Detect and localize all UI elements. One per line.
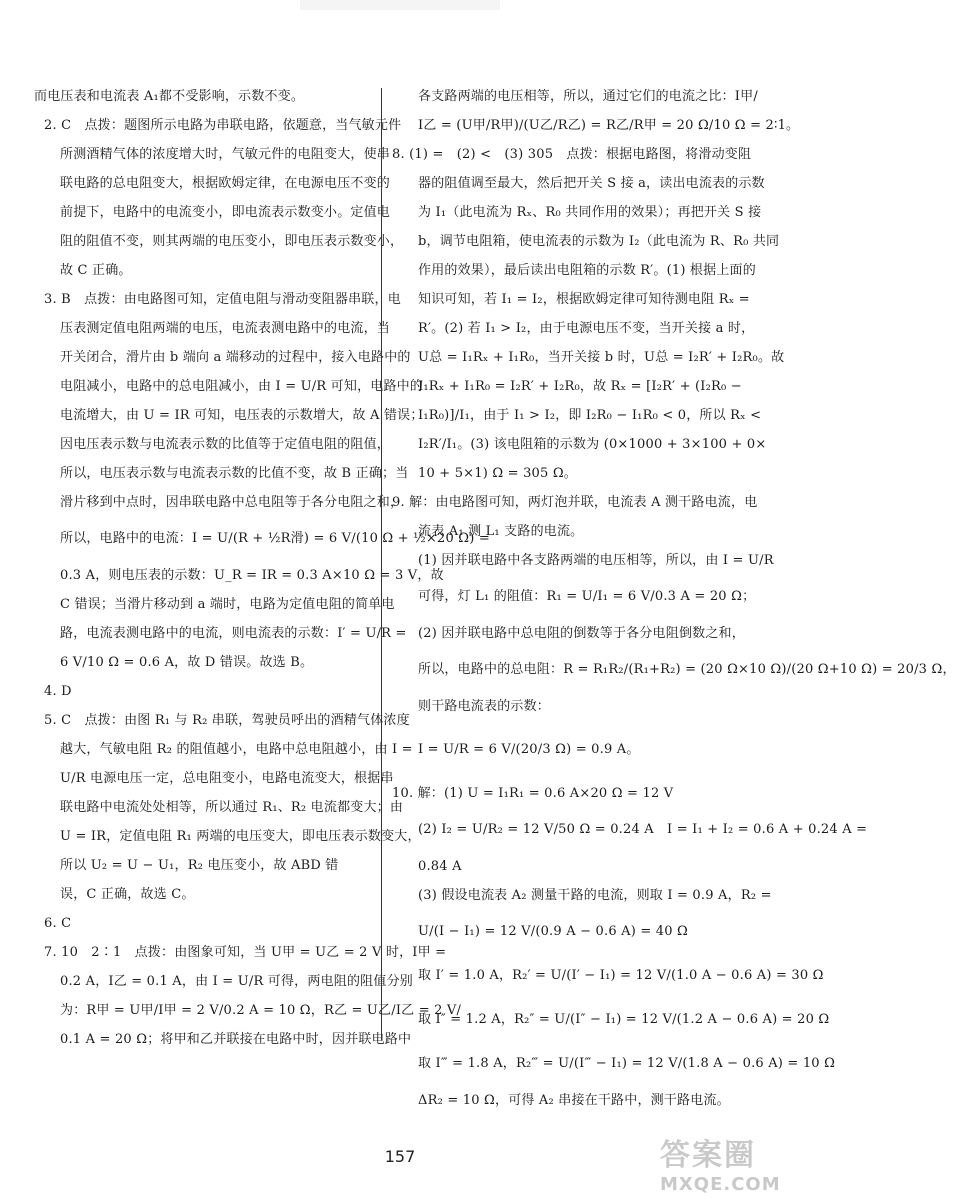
answer-line: 4. D: [44, 684, 72, 699]
answer-line: I = U/R = 6 V/(20/3 Ω) = 0.9 A。: [418, 742, 640, 757]
answer-line: 电阻减小，电路中的总电阻减小，由 I = U/R 可知，电路中的: [60, 379, 424, 394]
answer-line: C 错误；当滑片移动到 a 端时，电路为定值电阻的简单电: [60, 597, 395, 612]
watermark-logo: [660, 1130, 790, 1194]
watermark-url: MXQE.COM: [660, 1174, 781, 1195]
answer-line: I₁R₀)]/I₁，由于 I₁ > I₂，即 I₂R₀ − I₁R₀ < 0，所以 Rₓ <: [418, 408, 762, 423]
answer-line: b，调节电阻箱，使电流表的示数为 I₂（此电流为 R、R₀ 共同: [418, 234, 780, 249]
answer-line: U/R 电源电压一定，总电阻变小，电路电流变大，根据串: [60, 771, 394, 786]
answer-line: I乙 = (U甲/R甲)/(U乙/R乙) = R乙/R甲 = 20 Ω/10 Ω = 2∶1。: [418, 118, 800, 133]
answer-line: 所测酒精气体的浓度增大时，气敏元件的电阻变大，使串: [60, 147, 391, 162]
answer-line: 6. C: [44, 916, 72, 931]
answer-line: 误，C 正确，故选 C。: [60, 887, 195, 902]
answer-line: 2. C 点拨：题图所示电路为串联电路，依题意，当气敏元件: [44, 118, 402, 133]
answer-line: 0.3 A，则电压表的示数：U_R = IR = 0.3 A×10 Ω = 3 V，故: [60, 568, 444, 583]
answer-line: 联电路中电流处处相等，所以通过 R₁、R₂ 电流都变大；由: [60, 800, 404, 815]
answer-line: ΔR₂ = 10 Ω，可得 A₂ 串接在干路中，测干路电流。: [418, 1093, 730, 1108]
answer-line: 6 V/10 Ω = 0.6 A，故 D 错误。故选 B。: [60, 655, 314, 670]
answer-line: 压表测定值电阻两端的电压，电流表测电路中的电流，当: [60, 321, 391, 336]
answer-line: (3) 假设电流表 A₂ 测量干路的电流，则取 I = 0.9 A，R₂ =: [418, 888, 772, 903]
answer-line: 故 C 正确。: [60, 263, 132, 278]
answer-line: 作用的效果），最后读出电阻箱的示数 R′。(1) 根据上面的: [418, 263, 756, 278]
answer-line: 前提下，电路中的电流变小，即电流表示数变小。定值电: [60, 205, 391, 220]
answer-line: 取 I‴ = 1.8 A，R₂‴ = U/(I‴ − I₁) = 12 V/(1.8 A − 0.6 A) = 10 Ω: [418, 1056, 836, 1071]
answer-line: 为 I₁（此电流为 Rₓ、R₀ 共同作用的效果）；再把开关 S 接: [418, 205, 762, 220]
right-column: [392, 82, 956, 1115]
answer-line: 知识可知，若 I₁ = I₂，根据欧姆定律可知待测电阻 Rₓ =: [418, 292, 750, 307]
answer-line: 3. B 点拨：由电路图可知，定值电阻与滑动变阻器串联，电: [44, 292, 401, 307]
answer-line: 5. C 点拨：由图 R₁ 与 R₂ 串联，驾驶员呼出的酒精气体浓度: [44, 713, 410, 728]
answer-line: 所以，电路中的电流：I = U/(R + ½R滑) = 6 V/(10 Ω + ½×20 Ω) =: [60, 531, 490, 546]
answer-line: 联电路的总电阻变大，根据欧姆定律，在电源电压不变的: [60, 176, 391, 191]
answer-line: (2) 因并联电路中总电阻的倒数等于各分电阻倒数之和，: [418, 626, 745, 641]
answer-line: 阻的阻值不变，则其两端的电压变小，即电压表示数变小，: [60, 234, 404, 249]
answer-line: 开关闭合，滑片由 b 端向 a 端移动的过程中，接入电路中的: [60, 350, 411, 365]
answer-line: 流表 A₁ 测 L₁ 支路的电流。: [418, 524, 584, 539]
answer-line: 所以，电压表示数与电流表示数的比值不变，故 B 正确；当: [60, 466, 409, 481]
answer-line: 而电压表和电流表 A₁都不受影响，示数不变。: [34, 89, 305, 104]
answer-line: 10. 解：(1) U = I₁R₁ = 0.6 A×20 Ω = 12 V: [392, 786, 674, 801]
answer-line: 器的阻值调至最大，然后把开关 S 接 a，读出电流表的示数: [418, 176, 765, 191]
answer-line: (1) 因并联电路中各支路两端的电压相等，所以，由 I = U/R: [418, 553, 774, 568]
answer-line: 因电压表示数与电流表示数的比值等于定值电阻的阻值，: [60, 437, 391, 452]
answer-line: 各支路两端的电压相等，所以，通过它们的电流之比：I甲/: [418, 89, 758, 104]
column-divider: [381, 88, 382, 1040]
answer-line: 则干路电流表的示数：: [418, 699, 551, 714]
answer-line: 所以，电路中的总电阻：R = R₁R₂/(R₁+R₂) = (20 Ω×10 Ω)/(20 Ω+10 Ω) = 20/3 Ω，: [418, 662, 956, 677]
answer-line: 取 I″ = 1.2 A，R₂″ = U/(I″ − I₁) = 12 V/(1.2 A − 0.6 A) = 20 Ω: [418, 1012, 830, 1027]
answer-line: 8. (1) = (2) < (3) 305 点拨：根据电路图，将滑动变阻: [392, 147, 752, 162]
watermark-mark: 答案圈: [660, 1138, 756, 1173]
answer-line: U总 = I₁Rₓ + I₁R₀，当开关接 b 时，U总 = I₂R′ + I₂R₀。故: [418, 350, 785, 365]
answer-line: 电流增大，由 U = IR 可知，电压表的示数增大，故 A 错误；: [60, 408, 424, 423]
answer-line: R′。(2) 若 I₁ > I₂，由于电源电压不变，当开关接 a 时，: [418, 321, 755, 336]
page-number: 157: [384, 1147, 416, 1166]
answer-line: U = IR，定值电阻 R₁ 两端的电压变大，即电压表示数变大，: [60, 829, 421, 844]
answer-line: 0.1 A = 20 Ω；将甲和乙并联接在电路中时，因并联电路中: [60, 1032, 412, 1047]
answer-line: 所以 U₂ = U − U₁，R₂ 电压变小，故 ABD 错: [60, 858, 339, 873]
answer-line: U/(I − I₁) = 12 V/(0.9 A − 0.6 A) = 40 Ω: [418, 924, 689, 939]
answer-line: (2) I₂ = U/R₂ = 12 V/50 Ω = 0.24 A I = I₁ + I₂ = 0.6 A + 0.24 A =: [418, 822, 868, 837]
answer-line: 7. 10 2∶1 点拨：由图象可知，当 U甲 = U乙 = 2 V 时，I甲 =: [44, 945, 447, 960]
answer-line: 取 I′ = 1.0 A，R₂′ = U/(I′ − I₁) = 12 V/(1.0 A − 0.6 A) = 30 Ω: [418, 968, 824, 983]
answer-line: 9. 解：由电路图可知，两灯泡并联，电流表 A 测干路电流，电: [392, 495, 758, 510]
answer-line: I₂R′/I₁。(3) 该电阻箱的示数为 (0×1000 + 3×100 + 0×: [418, 437, 767, 452]
answer-line: 10 + 5×1) Ω = 305 Ω。: [418, 466, 577, 481]
answer-line: 路，电流表测电路中的电流，则电流表的示数：I′ = U/R =: [60, 626, 407, 641]
answer-line: 滑片移到中点时，因串联电路中总电阻等于各分电阻之和，: [60, 495, 404, 510]
answer-line: 为：R甲 = U甲/I甲 = 2 V/0.2 A = 10 Ω，R乙 = U乙/I乙 = 2 V/: [60, 1003, 462, 1018]
answer-line: 0.2 A，I乙 = 0.1 A，由 I = U/R 可得，两电阻的阻值分别: [60, 974, 413, 989]
answer-line: 0.84 A: [418, 859, 462, 874]
answer-line: 越大，气敏电阻 R₂ 的阻值越小，电路中总电阻越小，由 I =: [60, 742, 413, 757]
answer-line: 可得，灯 L₁ 的阻值：R₁ = U/I₁ = 6 V/0.3 A = 20 Ω；: [418, 589, 756, 604]
scan-smudge: [300, 0, 500, 10]
answer-line: I₁Rₓ + I₁R₀ = I₂R′ + I₂R₀，故 Rₓ = [I₂R′ + (I₂R₀ −: [418, 379, 742, 394]
